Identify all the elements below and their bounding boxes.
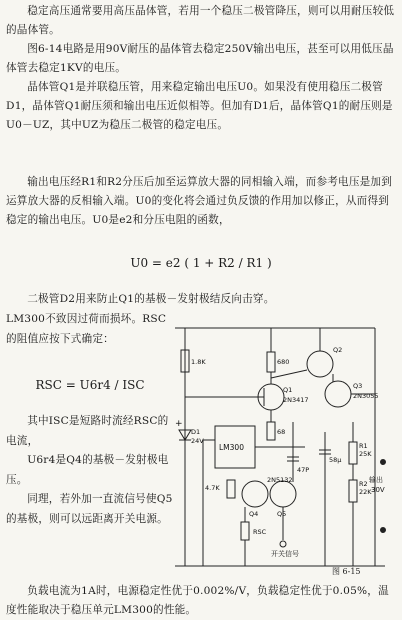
label-r1-value: 25K	[359, 450, 372, 458]
label-q4: Q4	[249, 510, 259, 518]
resistor-r1	[349, 442, 357, 464]
label-q5: Q5	[277, 510, 287, 518]
label-r-1k8: 1.8K	[191, 358, 206, 366]
label-r-680: 680	[277, 358, 290, 366]
figure-caption: 图 6-15	[332, 567, 361, 576]
label-c-58u: 58μ	[329, 456, 342, 464]
label-q1: Q1	[283, 386, 293, 394]
resistor-4k7	[227, 480, 235, 498]
transistor-q2	[307, 351, 333, 377]
label-q4-part: 2N5132	[267, 476, 293, 484]
label-d1-voltage: 24V	[191, 437, 204, 445]
label-d1: D1	[191, 428, 201, 436]
label-switch-signal: 开关信号	[271, 550, 299, 558]
label-q3-part: 2N3055	[353, 392, 379, 400]
label-r-4k7: 4.7K	[205, 484, 220, 492]
para-feedback: 输出电压经R1和R2分压后加至运算放大器的同相输入端，而参考电压是加到运算放大器的反相输入端。U0的变化将会通过负反馈的作用加以修正，从而得到稳定的输出电压。U0是e2和分压电阻的函数，	[6, 176, 393, 226]
circuit-diagram	[175, 322, 397, 578]
resistor-rsc	[241, 522, 249, 540]
label-q2: Q2	[333, 346, 343, 354]
label-rsc: RSC	[253, 528, 267, 536]
para-q1: 晶体管Q1是并联稳压管，用来稳定输出电压U0。如果没有使用稳压二极管D1，晶体管Q1耐压须和输出电压近似相等。但加有D1后，晶体管Q1的耐压则是U0－UZ，其中UZ为稳压二极管的稳定电压。	[6, 81, 393, 131]
resistor-r2	[349, 480, 357, 502]
para-isc: 其中ISC是短路时流经RSC的电流，	[6, 415, 169, 447]
formula-uo: U0 = e2 ( 1 + R2 / R1 )	[130, 256, 272, 270]
para-performance: 负载电流为1A时，电源稳定性优于0.002%/V，负载稳定性优于0.05%，温度性能取决于稳压单元LM300的性能。	[6, 585, 389, 616]
para-d2: 二极管D2用来防止Q1的基极－发射极结反向击穿。	[27, 293, 275, 305]
label-r-68: 68	[277, 428, 286, 436]
label-q1-part: 2N3417	[283, 396, 309, 404]
para-lm300: LM300不致因过荷而损坏。RSC的阻值应按下式确定：	[6, 313, 167, 345]
para-circuit-desc: 图6-14电路是用90V耐压的晶体管去稳定250V输出电压，甚至可以用低压晶体管去稳定1KV的电压。	[6, 43, 394, 74]
para-intro: 稳定高压通常要用高压晶体管，若用一个稳压二极管降压，则可以用耐压较低的晶体管。	[6, 5, 395, 36]
label-c-47p: 47P	[297, 466, 310, 474]
label-ic: LM300	[219, 443, 244, 452]
transistor-q4	[242, 481, 268, 507]
resistor-680	[267, 352, 275, 372]
label-q3: Q3	[353, 382, 363, 390]
para-ube: U6r4是Q4的基极－发射极电压。	[6, 454, 169, 486]
transistor-q3	[325, 381, 351, 407]
formula-rsc: RSC = U6r4 / ISC	[35, 378, 145, 392]
label-r1: R1	[359, 442, 368, 450]
label-plus: +	[175, 419, 183, 429]
transistor-q5	[270, 481, 296, 507]
label-output: 输出	[369, 476, 383, 484]
label-output-voltage: 30V	[371, 486, 385, 494]
signal-terminal	[280, 541, 286, 547]
label-r2-value: 22K	[359, 488, 372, 496]
resistor-68	[267, 422, 275, 440]
label-r2: R2	[359, 480, 368, 488]
para-remote: 同理，若外加一直流信号使Q5的基极，则可以远距离开关电源。	[6, 493, 173, 525]
